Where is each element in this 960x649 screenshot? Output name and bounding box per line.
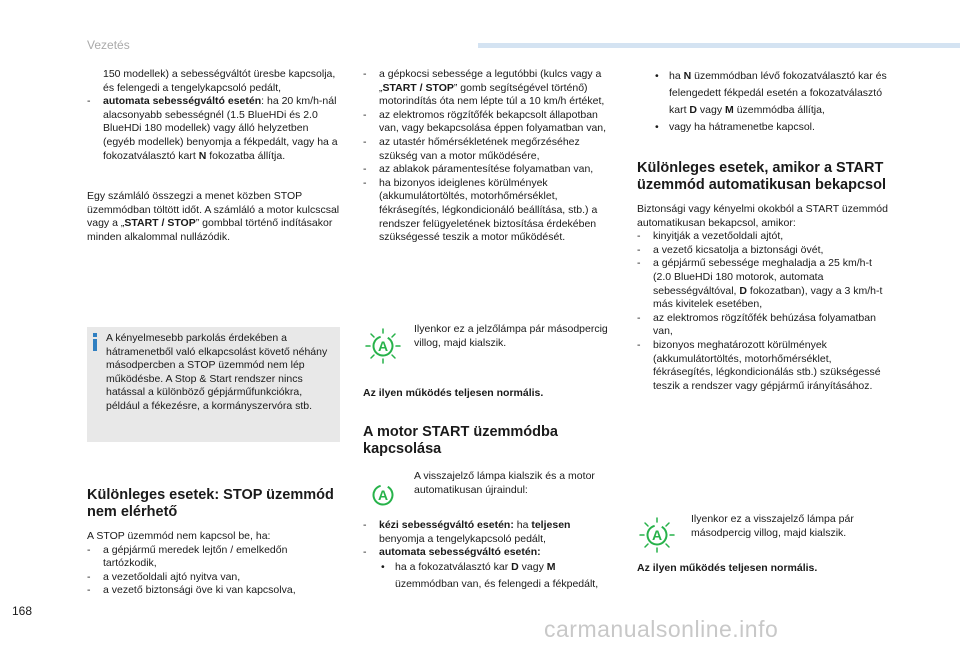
info-note: [87, 327, 340, 442]
counter-text: ” gombbal történő indításakor minden alkalommal nullázódik.: [87, 217, 333, 243]
heading-start: A motor START üzemmódba kapcsolása: [363, 424, 558, 457]
list-item: [363, 546, 618, 593]
stop-section: [87, 487, 342, 598]
item-text: a gépjármű sebessége meghaladja a 25 km/h-t (2.0 BlueHDi 180 motorok, automata sebességváltóval,: [653, 257, 872, 297]
sub-text: vagy: [518, 560, 547, 573]
sub-item: [653, 68, 892, 119]
auto-sub-list: [379, 559, 618, 593]
list-item: - a vezető kicsatolja a biztonsági övét,: [637, 244, 892, 258]
sub-d: D: [689, 104, 698, 116]
special-intro: Biztonsági vagy kényelmi okokból a START üzemmód automatikusan bekapcsol, amikor:: [637, 203, 888, 229]
normal-note-2: Az ilyen működés teljesen normális.: [637, 562, 818, 574]
stop-intro: A STOP üzemmód nem kapcsol be, ha:: [87, 530, 271, 542]
sub-text: üzemmódba állítja,: [733, 104, 825, 116]
header-bar: [478, 43, 960, 48]
watermark: carmanualsonline.info: [544, 616, 779, 642]
lamp-text-2: Ilyenkor ez a visszajelző lámpa pár másodpercig villog, majd kialszik.: [691, 513, 854, 539]
restart-conditions: [363, 519, 618, 593]
continued-text: 150 modellek) a sebességváltót üresbe kapcsolja, és felengedi a tengelykapcsoló pedált,: [103, 68, 336, 94]
list-item: - a vezető biztonsági öve ki van kapcsolva,: [87, 584, 342, 598]
item-bold: kézi sebességváltó esetén:: [379, 519, 514, 531]
stop-conditions-list: [363, 68, 618, 245]
item-n: N: [198, 149, 207, 162]
auto-sub-list-cont: [637, 68, 892, 136]
list-item: [363, 519, 618, 546]
svg-text:A: A: [377, 487, 389, 503]
list-item: - bizonyos meghatározott körülmények (akkumulátortöltés, motorhőmérséklet, fékrásegítés, légkondicionálás stb.) szükségessé teszik a rendszer vagy gépjármű irányításához.: [637, 339, 892, 393]
sub-n: N: [683, 70, 692, 82]
svg-text:A: A: [377, 338, 389, 354]
list-item: - kinyitják a vezetőoldali ajtót,: [637, 230, 892, 244]
sub-text: üzemmódban lévő fokozatválasztó kar és felengedett fékpedál esetén a fokozatválasztó kart: [669, 70, 887, 116]
sub-item: • vagy ha hátramenetbe kapcsol.: [653, 119, 892, 136]
item-bold: START / STOP: [382, 81, 454, 94]
list-item: - az elektromos rögzítőfék bekapcsolt állapotban van, vagy bekapcsolása éppen folyamatban van,: [363, 109, 618, 136]
item-bold: teljesen: [531, 519, 571, 531]
list-item: - az elektromos rögzítőfék behúzása folyamatban van,: [637, 312, 892, 339]
item-bold: automata sebességváltó esetén: [103, 95, 262, 108]
column-2: [363, 68, 618, 245]
start-lamp-icon: [365, 477, 401, 513]
list-item: - az ablakok páramentesítése folyamatban van,: [363, 163, 618, 177]
cont-list: [87, 95, 342, 163]
item-d: D: [739, 284, 747, 297]
note-text: A kényelmesebb parkolás érdekében a hátramenetből való elkapcsolást követő néhány másodpercben a STOP üzemmód nem lép működésbe. A Stop & Start rendszer nincs hatással a különböző gépjárműfunkciókra, például a fékezésre, a kormányszervóra stb.: [106, 332, 328, 412]
list-item: [87, 95, 342, 163]
item-text: fokozatban), vagy a 3 km/h-t más kivitelek esetében,: [653, 284, 883, 311]
special-list: [637, 230, 892, 393]
counter-bold: START / STOP: [124, 217, 196, 230]
start-section: [363, 424, 618, 457]
stop-start-lamp-icon: [365, 328, 401, 364]
start-lamp-text: A visszajelző lámpa kialszik és a motor automatikusan újraindul:: [414, 470, 595, 496]
normal-note: Az ilyen működés teljesen normális.: [363, 387, 544, 399]
item-text: : ha 20 km/h-nál alacsonyabb sebességnél (1.5 BlueHDi és 2.0 BlueHDi 180 modellek) vagy álló helyzetben (egyéb modellek) benyomja a fékpedált, vagy ha a fokozatválasztó kart: [103, 95, 338, 162]
list-item: - ha bizonyos ideiglenes körülmények (akkumulátortöltés, motorhőmérséklet, fékrásegítés, légkondicionáló beállítása, stb.) a rendszer felügyeletének biztosítása érdekében szükségessé teszik a motor működését.: [363, 177, 618, 245]
item-text: ” gomb segítségével történő) motorindítás óta nem lépte túl a 10 km/h értéket,: [379, 81, 605, 108]
counter-text: Egy számláló összegzi a menet közben STOP üzemmódban töltött időt. A számláló a motor kulcscsal vagy a „: [87, 190, 340, 230]
list-item: - a vezetőoldali ajtó nyitva van,: [87, 571, 342, 585]
restart-list: [363, 519, 618, 593]
item-text: fokozatba állítja.: [206, 149, 286, 162]
column-1: [87, 68, 342, 245]
section-title: Vezetés: [87, 38, 130, 52]
list-item: - az utastér hőmérsékletének megőrzéséhez szükség van a motor működésére,: [363, 136, 618, 163]
heading-stop: Különleges esetek: STOP üzemmód nem elérhető: [87, 487, 334, 520]
item-text: benyomja a tengelykapcsoló pedált,: [379, 532, 546, 545]
list-item: [637, 257, 892, 311]
sub-text: vagy: [697, 104, 726, 116]
info-icon: [92, 333, 98, 351]
page-number: 168: [12, 604, 33, 618]
item-text: ha: [513, 519, 532, 531]
stop-list: [87, 544, 342, 598]
sub-m: M: [546, 560, 556, 573]
list-item: - a gépjármű meredek lejtőn / emelkedőn tartózkodik,: [87, 544, 342, 571]
sub-text: ha: [669, 70, 684, 82]
item-bold: automata sebességváltó esetén:: [379, 546, 541, 559]
svg-text:A: A: [651, 527, 663, 543]
sub-text: üzemmódban van, és felengedi a fékpedált,: [395, 577, 599, 590]
sub-item: [379, 559, 618, 593]
item-text: a gépkocsi sebessége a legutóbbi (kulcs vagy a „: [379, 68, 602, 94]
list-item: [363, 68, 618, 109]
sub-m: M: [725, 104, 734, 116]
heading-special: Különleges esetek, amikor a START üzemmód automatikusan bekapcsol: [637, 160, 886, 193]
sub-text: ha a fokozatválasztó kar: [395, 560, 512, 573]
lamp-text: Ilyenkor ez a jelzőlámpa pár másodpercig villog, majd kialszik.: [414, 323, 608, 349]
sub-d: D: [511, 560, 519, 573]
column-3: [637, 68, 892, 393]
counter-paragraph: [87, 190, 342, 244]
stop-start-lamp-icon: [639, 517, 675, 553]
